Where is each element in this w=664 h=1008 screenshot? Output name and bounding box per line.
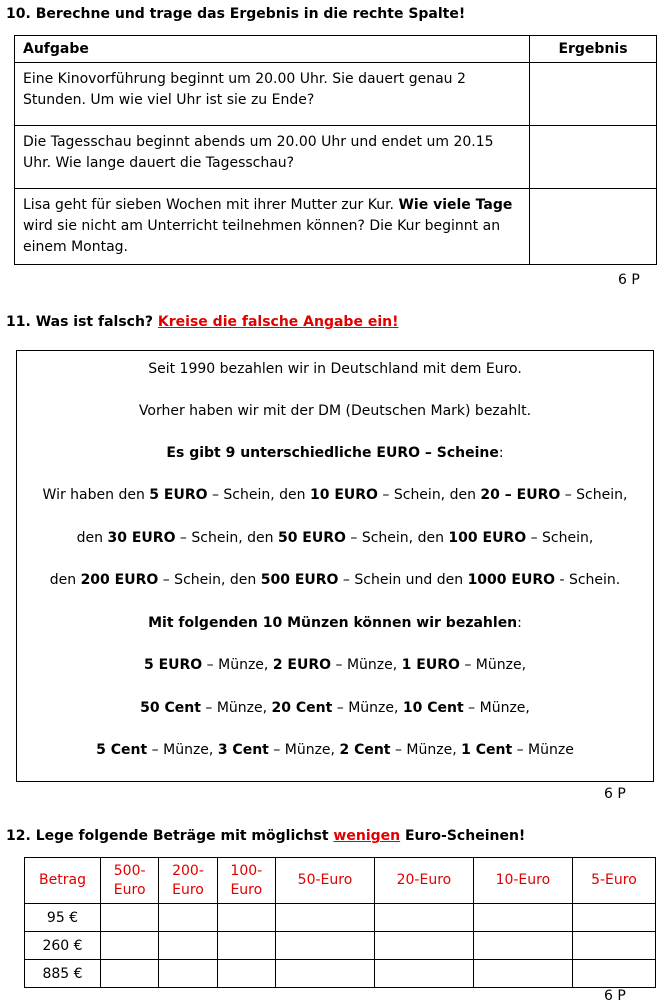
q10-col-task: Aufgabe <box>15 36 530 63</box>
q11-line-3: Es gibt 9 unterschiedliche EURO – Scheine: <box>166 445 504 461</box>
q10-row <box>15 63 657 126</box>
q10-title-text: Berechne und trage das Ergebnis in die rechte Spalte! <box>35 6 466 22</box>
q10-result-1[interactable] <box>530 63 657 126</box>
q11-line-10: 5 Cent – Münze, 3 Cent – Münze, 2 Cent – Münze, 1 Cent – Münze <box>96 742 574 758</box>
q12-header-200: 200- Euro <box>159 858 217 904</box>
q11-line-2: Vorher haben wir mit der DM (Deutschen Mark) bezahlt. <box>138 403 532 419</box>
q10-number: 10. <box>6 6 31 22</box>
q12-header-5: 5-Euro <box>572 858 655 904</box>
q10-col-result: Ergebnis <box>530 36 657 63</box>
q12-amount-3: 885 € <box>25 960 101 988</box>
q10-row <box>15 189 657 265</box>
q10-title <box>6 6 465 22</box>
q11-statement-box <box>16 350 654 782</box>
q11-points: 6 P <box>604 786 626 802</box>
table-row <box>25 960 656 988</box>
q10-task-2: Die Tagesschau beginnt abends um 20.00 Uhr und endet um 20.15 Uhr. Wie lange dauert die Tagesschau? <box>15 126 530 189</box>
q12-title: 12. Lege folgende Beträge mit möglichst wenigen Euro-Scheinen! <box>6 828 526 844</box>
q11-line-1: Seit 1990 bezahlen wir in Deutschland mit dem Euro. <box>148 361 522 377</box>
q11-line-4: Wir haben den 5 EURO – Schein, den 10 EURO – Schein, den 20 – EURO – Schein, <box>42 487 628 503</box>
q12-amount-2: 260 € <box>25 932 101 960</box>
q11-line-6: den 200 EURO – Schein, den 500 EURO – Schein und den 1000 EURO - Schein. <box>49 572 621 588</box>
q12-amount-1: 95 € <box>25 904 101 932</box>
q11-line-9: 50 Cent – Münze, 20 Cent – Münze, 10 Cent – Münze, <box>140 700 530 716</box>
q11-line-5: den 30 EURO – Schein, den 50 EURO – Schein, den 100 EURO – Schein, <box>76 530 594 546</box>
q10-row <box>15 126 657 189</box>
q12-emphasis: wenigen <box>333 828 401 844</box>
q10-points: 6 P <box>618 272 640 288</box>
q12-table <box>24 857 656 988</box>
q12-header-10: 10-Euro <box>473 858 572 904</box>
table-row <box>25 904 656 932</box>
table-row <box>25 932 656 960</box>
q12-header-betrag: Betrag <box>25 858 101 904</box>
q11-line-8: 5 EURO – Münze, 2 EURO – Münze, 1 EURO – Münze, <box>143 657 527 673</box>
q10-result-2[interactable] <box>530 126 657 189</box>
q10-result-3[interactable] <box>530 189 657 265</box>
q12-points: 6 P <box>604 988 626 1004</box>
q12-header-500: 500- Euro <box>101 858 159 904</box>
q11-instruction: Kreise die falsche Angabe ein! <box>157 314 399 330</box>
q12-header-20: 20-Euro <box>374 858 473 904</box>
q12-header-50: 50-Euro <box>275 858 374 904</box>
q12-header-100: 100- Euro <box>217 858 275 904</box>
q10-task-1: Eine Kinovorführung beginnt um 20.00 Uhr. Sie dauert genau 2 Stunden. Um wie viel Uhr ist sie zu Ende? <box>15 63 530 126</box>
q11-title: 11. Was ist falsch? Kreise die falsche Angabe ein! <box>6 314 399 330</box>
q10-table <box>14 35 657 265</box>
q10-task-3: Lisa geht für sieben Wochen mit ihrer Mutter zur Kur. Wie viele Tage wird sie nicht am Unterricht teilnehmen können? Die Kur beginnt an einem Montag. <box>15 189 530 265</box>
q11-line-7: Mit folgenden 10 Münzen können wir bezahlen: <box>148 615 522 631</box>
